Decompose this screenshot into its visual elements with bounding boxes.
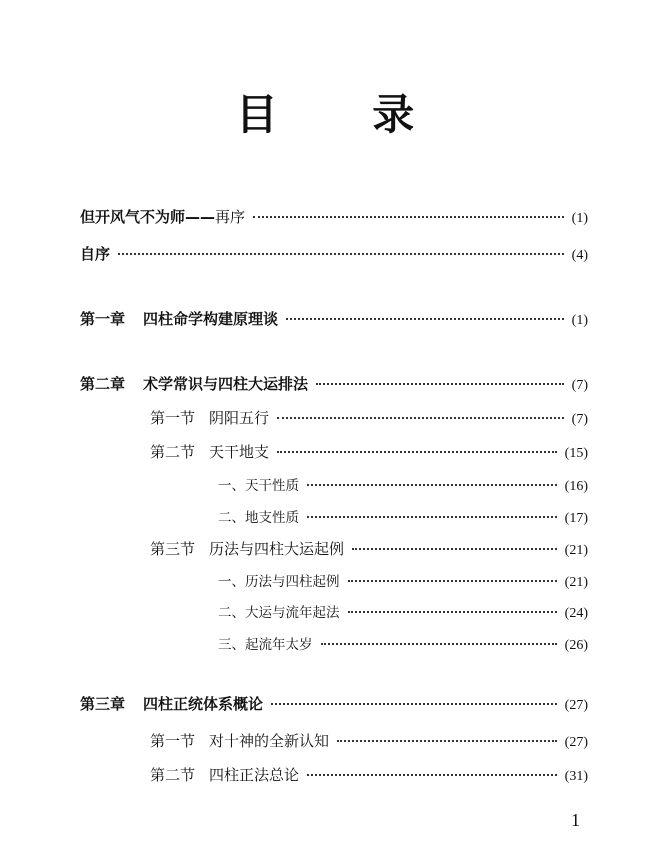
dot-leader bbox=[307, 484, 557, 486]
toc-entry-label: 二、地支性质 bbox=[218, 510, 299, 526]
toc-entry-label: 第二节 四柱正法总论 bbox=[150, 766, 300, 784]
toc-page-ref: (4) bbox=[571, 248, 588, 263]
dot-leader bbox=[352, 548, 557, 550]
toc-page-ref: (7) bbox=[571, 412, 588, 427]
toc-page-ref: (16) bbox=[564, 479, 588, 494]
toc-entry-label: 一、历法与四柱起例 bbox=[218, 574, 340, 590]
toc-page-ref: (21) bbox=[564, 575, 588, 590]
toc-entry-label: 但开风气不为师——再序 bbox=[80, 208, 246, 226]
dot-leader bbox=[277, 417, 564, 419]
toc-page-ref: (31) bbox=[564, 769, 588, 784]
toc-entry-label: 自序 bbox=[80, 245, 111, 263]
toc-entry-label: 第一章 四柱命学构建原理谈 bbox=[80, 310, 279, 328]
toc-page-ref: (15) bbox=[564, 446, 588, 461]
toc-entry-subsection[interactable] bbox=[218, 474, 588, 495]
dot-leader bbox=[271, 703, 557, 705]
toc-entry-label: 第一节 阴阳五行 bbox=[150, 409, 270, 427]
dot-leader bbox=[277, 451, 557, 453]
toc-entry-section-2-2[interactable] bbox=[150, 441, 588, 462]
dot-leader bbox=[307, 516, 557, 518]
toc-entry-section-2-1[interactable] bbox=[150, 407, 588, 428]
toc-entry-label: 第二章 术学常识与四柱大运排法 bbox=[80, 375, 309, 393]
toc-entry-label: 一、天干性质 bbox=[218, 478, 299, 494]
toc-page-ref: (1) bbox=[571, 313, 588, 328]
page-title: 目 录 bbox=[235, 90, 455, 139]
toc-entry-label: 第三章 四柱正统体系概论 bbox=[80, 695, 264, 713]
toc-page-ref: (21) bbox=[564, 543, 588, 558]
toc-page-ref: (26) bbox=[564, 638, 588, 653]
toc-entry-label: 三、起流年太岁 bbox=[218, 637, 313, 653]
dot-leader bbox=[118, 253, 564, 255]
dot-leader bbox=[253, 216, 564, 218]
toc-entry-label: 二、大运与流年起法 bbox=[218, 605, 340, 621]
toc-page-ref: (27) bbox=[564, 698, 588, 713]
toc-entry-preface-2[interactable] bbox=[80, 206, 588, 227]
toc-entry-subsection[interactable] bbox=[218, 633, 588, 654]
toc-entry-section-3-1[interactable] bbox=[150, 730, 588, 751]
dot-leader bbox=[307, 774, 557, 776]
dot-leader bbox=[286, 318, 564, 320]
toc-entry-label: 第一节 对十神的全新认知 bbox=[150, 732, 330, 750]
toc-page-ref: (24) bbox=[564, 606, 588, 621]
toc-entry-label: 第三节 历法与四柱大运起例 bbox=[150, 540, 345, 558]
dot-leader bbox=[316, 383, 564, 385]
toc-entry-section-3-2[interactable] bbox=[150, 764, 588, 785]
toc-entry-chapter-3[interactable] bbox=[80, 693, 588, 714]
toc-entry-chapter-2[interactable] bbox=[80, 373, 588, 394]
dot-leader bbox=[337, 740, 557, 742]
toc-entry-label: 第二节 天干地支 bbox=[150, 443, 270, 461]
toc-page-ref: (1) bbox=[571, 211, 588, 226]
toc-page-ref: (27) bbox=[564, 735, 588, 750]
dot-leader bbox=[321, 643, 557, 645]
toc-entry-chapter-1[interactable] bbox=[80, 308, 588, 329]
toc-entry-subsection[interactable] bbox=[218, 601, 588, 622]
page-number: 1 bbox=[571, 810, 580, 830]
toc-entry-section-2-3[interactable] bbox=[150, 538, 588, 559]
dot-leader bbox=[348, 611, 557, 613]
toc-entry-subsection[interactable] bbox=[218, 506, 588, 527]
toc-page-ref: (17) bbox=[564, 511, 588, 526]
toc-entry-preface[interactable] bbox=[80, 243, 588, 264]
toc-entry-subsection[interactable] bbox=[218, 570, 588, 591]
dot-leader bbox=[348, 580, 557, 582]
toc-page-ref: (7) bbox=[571, 378, 588, 393]
